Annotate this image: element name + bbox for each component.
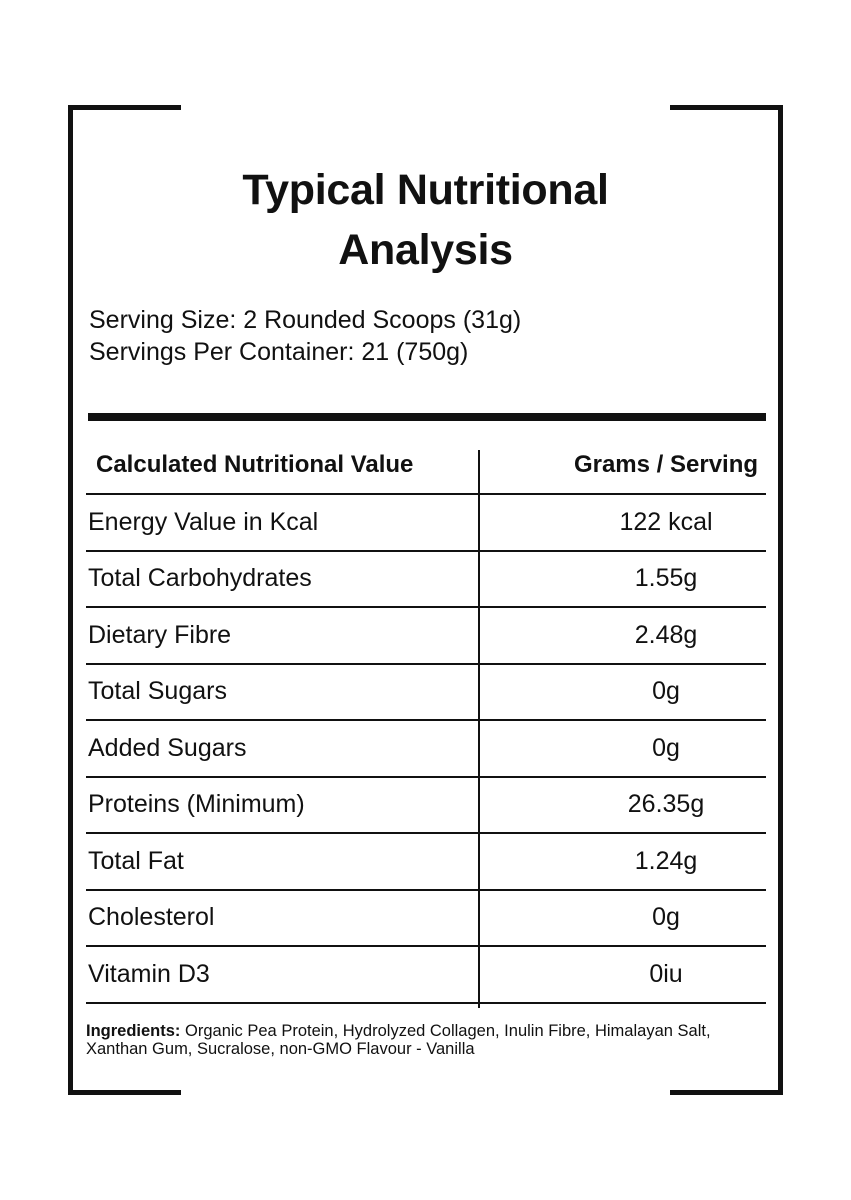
- table-row: [86, 891, 766, 948]
- table-row: [86, 608, 766, 665]
- nutrient-value: 0g: [652, 903, 680, 932]
- nutrient-name: Total Sugars: [88, 677, 227, 706]
- nutrient-value: 0iu: [649, 959, 683, 988]
- servings-per-container: Servings Per Container: 21 (750g): [89, 338, 469, 366]
- nutrient-name: Dietary Fibre: [88, 620, 232, 649]
- nutrient-value: 2.48g: [634, 620, 698, 649]
- frame-bottom-right-corner: [670, 1090, 783, 1095]
- nutrient-name: Energy Value in Kcal: [88, 507, 319, 536]
- nutrient-name: Vitamin D3: [88, 959, 210, 988]
- title-line-2: Analysis: [338, 226, 513, 274]
- header-amount: Grams / Serving: [573, 451, 759, 478]
- table-row: [86, 778, 766, 835]
- section-divider: [88, 413, 766, 421]
- nutrient-name: Cholesterol: [88, 903, 215, 932]
- nutrient-name: Proteins (Minimum): [88, 790, 305, 819]
- nutrition-table: [86, 437, 766, 1004]
- frame-right-border: [778, 105, 783, 1095]
- table-row: [86, 721, 766, 778]
- frame-bottom-left-corner: [68, 1090, 181, 1095]
- nutrient-value: 0g: [652, 733, 680, 762]
- frame-top-right-corner: [670, 105, 783, 110]
- table-row: [86, 665, 766, 722]
- ingredients-list: [86, 1022, 726, 1058]
- serving-size: Serving Size: 2 Rounded Scoops (31g): [89, 306, 522, 334]
- table-row: [86, 495, 766, 552]
- nutrient-name: Total Fat: [88, 846, 184, 875]
- serving-info: [89, 304, 521, 368]
- nutrient-value: 26.35g: [627, 790, 705, 819]
- nutrient-name: Total Carbohydrates: [88, 564, 312, 593]
- header-nutrient: Calculated Nutritional Value: [96, 451, 414, 478]
- table-row: [86, 834, 766, 891]
- nutrient-value: 1.24g: [634, 846, 698, 875]
- page-title: [150, 160, 701, 280]
- title-line-1: Typical Nutritional: [242, 166, 609, 214]
- ingredients-text: Organic Pea Protein, Hydrolyzed Collagen, Inulin Fibre, Himalayan Salt, Xanthan Gum, Sucralose, non-GMO Flavour - Vanilla: [86, 1022, 711, 1058]
- nutrient-value: 122 kcal: [619, 507, 713, 536]
- frame-left-border: [68, 105, 73, 1095]
- table-header-row: [86, 437, 766, 495]
- ingredients-label: Ingredients:: [86, 1022, 181, 1040]
- nutrient-value: 1.55g: [634, 564, 698, 593]
- table-row: [86, 947, 766, 1004]
- nutrient-name: Added Sugars: [88, 733, 247, 762]
- table-row: [86, 552, 766, 609]
- frame-top-left-corner: [68, 105, 181, 110]
- nutrient-value: 0g: [652, 677, 680, 706]
